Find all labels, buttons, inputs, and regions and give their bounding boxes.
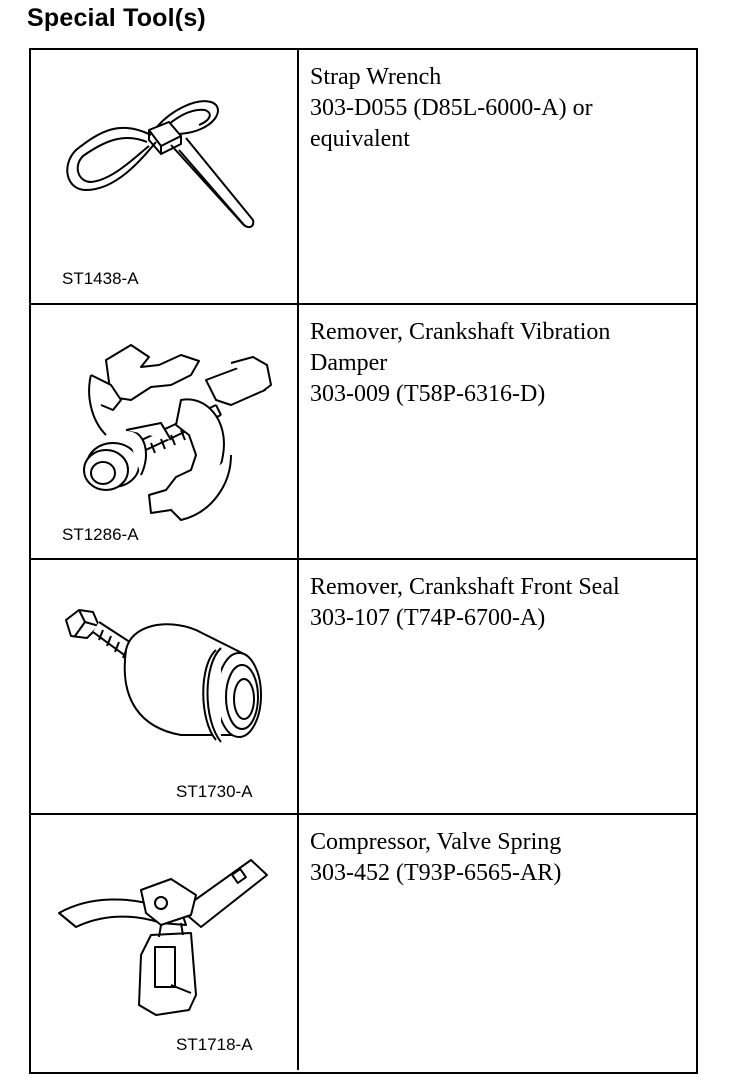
valve-spring-compressor-icon	[31, 815, 297, 1070]
tool-image-cell	[31, 50, 299, 303]
tool-row	[31, 560, 696, 815]
tool-image-cell	[31, 815, 299, 1070]
tool-part-number: 303-452 (T93P-6565-AR)	[310, 860, 562, 886]
tool-row	[31, 815, 696, 1070]
tool-description	[299, 50, 696, 303]
tool-code: ST1286-A	[62, 525, 139, 544]
tool-row	[31, 305, 696, 560]
tool-code: ST1438-A	[62, 269, 139, 288]
tool-image-cell	[31, 305, 299, 558]
strap-wrench-icon	[31, 50, 297, 303]
tool-part-number: 303-D055 (D85L-6000-A) or	[310, 95, 593, 121]
tool-image-cell	[31, 560, 299, 813]
tool-description	[299, 560, 696, 813]
tool-name: Compressor, Valve Spring	[310, 829, 562, 855]
front-seal-remover-icon	[31, 560, 297, 813]
special-tools-table	[29, 48, 698, 1074]
tool-name: Strap Wrench	[310, 64, 442, 90]
vibration-damper-remover-icon	[31, 305, 297, 558]
tool-code: ST1718-A	[176, 1035, 253, 1054]
tool-part-number: 303-009 (T58P-6316-D)	[310, 381, 546, 407]
tool-part-number: 303-107 (T74P-6700-A)	[310, 605, 546, 631]
page-title: Special Tool(s)	[27, 4, 206, 32]
tool-name: Remover, Crankshaft Vibration	[310, 319, 611, 345]
tool-equivalent-note: equivalent	[310, 126, 410, 152]
tool-description	[299, 815, 696, 1070]
tool-description	[299, 305, 696, 558]
tool-code: ST1730-A	[176, 782, 253, 801]
tool-row	[31, 50, 696, 305]
tool-name: Remover, Crankshaft Front Seal	[310, 574, 620, 600]
tool-name-continued: Damper	[310, 350, 388, 376]
